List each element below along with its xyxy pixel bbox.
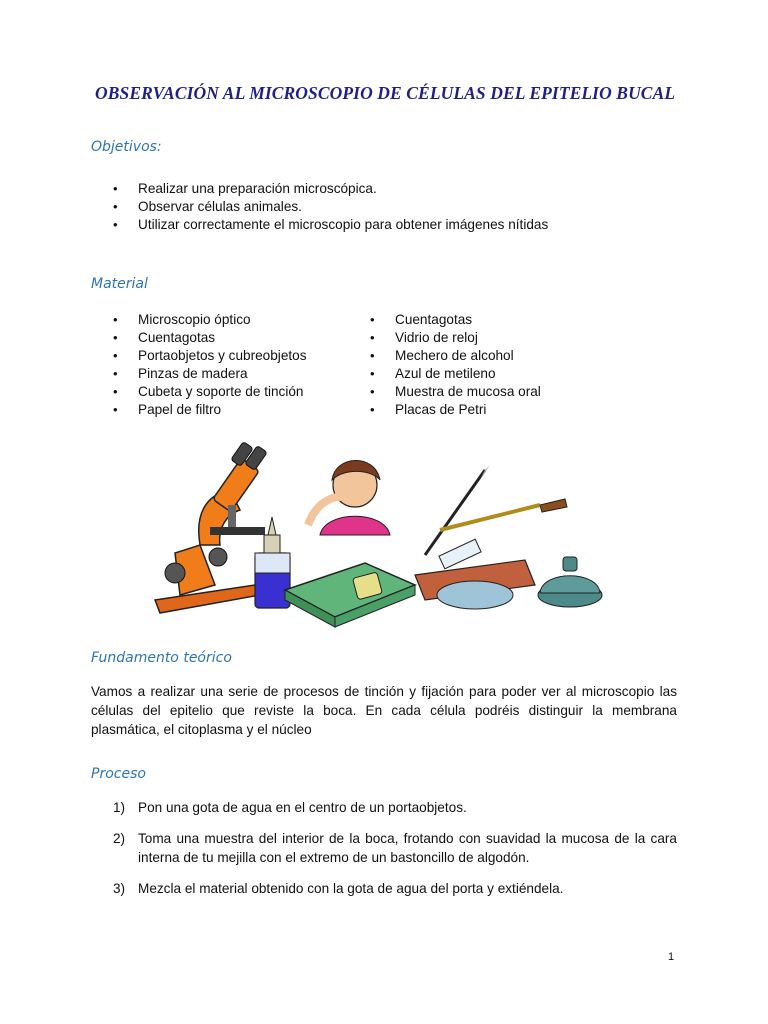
list-item: • Cuentagotas [370, 311, 541, 329]
document-title: OBSERVACIÓN AL MICROSCOPIO DE CÉLULAS DEL EPITELIO BUCAL [95, 83, 676, 103]
scalpel-and-dropper-icon [425, 465, 567, 555]
staining-tray-icon [285, 563, 415, 627]
objetivos-list [113, 180, 548, 234]
list-item: • Muestra de mucosa oral [370, 383, 541, 401]
objetivos-heading: Objetivos: [91, 139, 162, 155]
material-list-right [370, 311, 541, 419]
list-item: • Cuentagotas [113, 329, 307, 347]
page-number: 1 [668, 951, 675, 963]
step-number: 3) [113, 881, 126, 896]
list-item: • Cubeta y soporte de tinción [113, 383, 307, 401]
fundamento-heading: Fundamento teórico [91, 650, 232, 666]
list-item: • Portaobjetos y cubreobjetos [113, 347, 307, 365]
person-icon [308, 460, 390, 535]
step-text: Mezcla el material obtenido con la gota de agua del porta y extiéndela. [138, 881, 564, 896]
list-item [113, 879, 677, 898]
list-item: • Placas de Petri [370, 401, 541, 419]
slide-and-petri-dish-icon [415, 539, 535, 609]
step-number: 2) [113, 831, 126, 846]
lab-materials-illustration [140, 435, 610, 630]
step-number: 1) [113, 800, 126, 815]
list-item: • Mechero de alcohol [370, 347, 541, 365]
list-item: • Vidrio de reloj [370, 329, 541, 347]
list-item: • Pinzas de madera [113, 365, 307, 383]
list-item: • Observar células animales. [113, 198, 548, 216]
microscope-icon [155, 442, 267, 613]
list-item: • Microscopio óptico [113, 311, 307, 329]
list-item [113, 829, 677, 867]
list-item: • Papel de filtro [113, 401, 307, 419]
proceso-steps [113, 798, 677, 910]
list-item: • Utilizar correctamente el microscopio para obtener imágenes nítidas [113, 216, 548, 234]
material-list-left [113, 311, 307, 419]
proceso-heading: Proceso [91, 766, 146, 782]
step-text: Pon una gota de agua en el centro de un portaobjetos. [138, 800, 467, 815]
step-text: Toma una muestra del interior de la boca, frotando con suavidad la mucosa de la cara interna de tu mejilla con el extremo de un bastoncillo de algodón. [138, 831, 677, 865]
alcohol-burner-icon [538, 557, 602, 607]
material-heading: Material [91, 276, 148, 292]
fundamento-paragraph: Vamos a realizar una serie de procesos de tinción y fijación para poder ver al microscopio las células del epitelio que reviste la boca. En cada célula podréis distinguir la membrana plasmática, el citoplasma y el núcleo [91, 684, 677, 737]
list-item: • Realizar una preparación microscópica. [113, 180, 548, 198]
list-item [113, 798, 677, 817]
list-item: • Azul de metileno [370, 365, 541, 383]
